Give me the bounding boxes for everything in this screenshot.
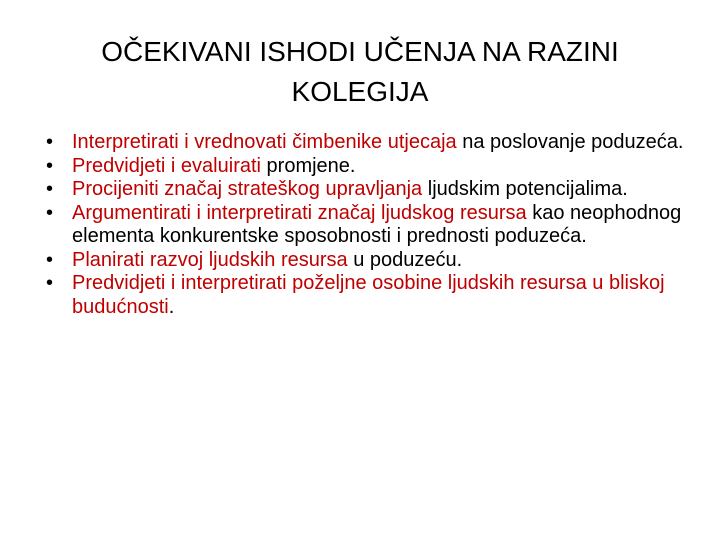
bullet-item-6 <box>46 272 686 319</box>
bullet-3-highlight: Procijeniti značaj strateškog upravljanja <box>72 178 423 200</box>
bullet-5-text: u poduzeću. <box>347 248 463 271</box>
bullet-1-highlight: Interpretirati i vrednovati čimbenike utjecaja <box>72 131 457 153</box>
slide-title-line-2: KOLEGIJA <box>291 76 429 107</box>
bullet-item-1 <box>46 131 686 155</box>
bullet-list <box>46 131 686 319</box>
bullet-3-text: ljudskim potencijalima. <box>422 178 628 200</box>
bullet-item-5 <box>46 249 686 273</box>
bullet-6-text: . <box>168 295 175 318</box>
bullet-4-text: kao neophodnog elementa konkurentske sposobnosti i prednosti poduzeća. <box>72 201 682 247</box>
bullet-5-highlight: Planirati razvoj ljudskih resursa <box>72 248 348 271</box>
bullet-2-highlight: Predvidjeti i evaluirati <box>72 154 261 177</box>
bullet-item-3 <box>46 178 686 202</box>
bullet-2-text: promjene. <box>260 154 356 177</box>
bullet-6-highlight: Predvidjeti i interpretirati poželjne osobine ljudskih resursa u bliskoj budućnosti <box>72 272 665 318</box>
bullet-item-2 <box>46 155 686 179</box>
bullet-1-text: na poslovanje poduzeća. <box>456 131 684 153</box>
bullet-item-4 <box>46 202 686 249</box>
slide-title <box>40 32 680 112</box>
slide-title-line-1: OČEKIVANI ISHODI UČENJA NA RAZINI <box>101 36 619 67</box>
bullet-4-highlight: Argumentirati i interpretirati značaj ljudskog resursa <box>72 201 527 224</box>
